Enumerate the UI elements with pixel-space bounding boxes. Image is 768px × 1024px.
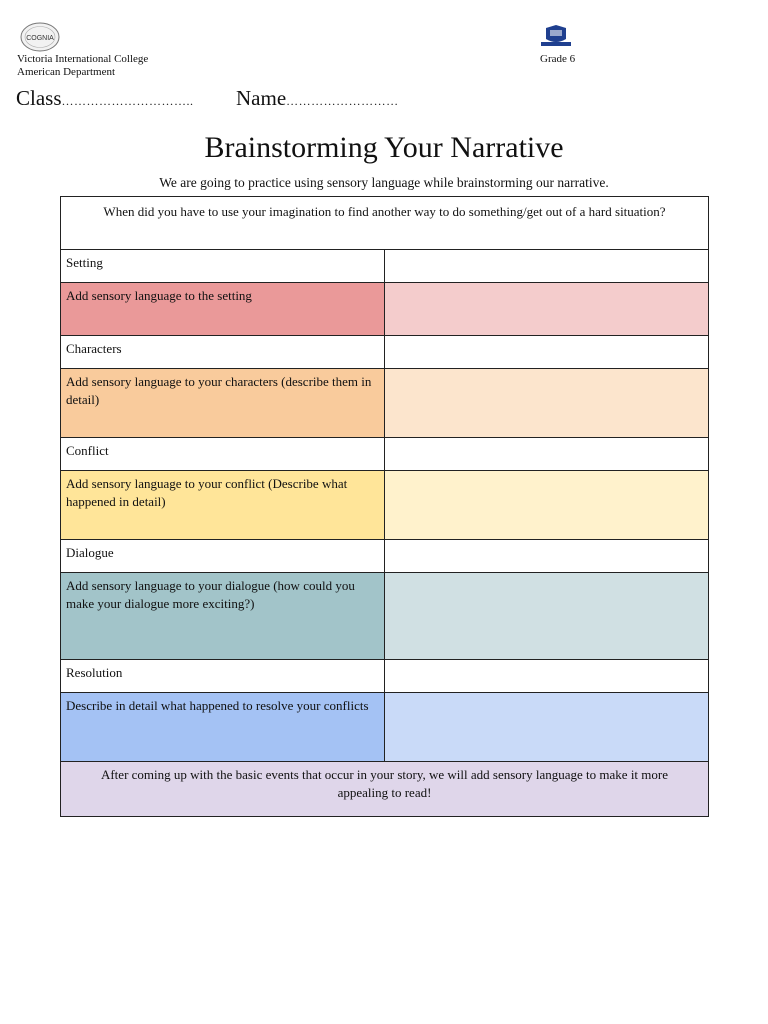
prompt-cell: When did you have to use your imagination to find another way to do something/get out of a hard situation? (61, 197, 709, 250)
footer-line-2: appealing to read! (337, 785, 432, 800)
row-label: Conflict (61, 438, 385, 471)
table-row (61, 369, 709, 438)
table-row (61, 660, 709, 693)
row-label: Characters (61, 336, 385, 369)
footer-row (61, 762, 709, 817)
footer-line-1: After coming up with the basic events that occur in your story, we will add sensory language to make it more (100, 767, 669, 782)
answer-cell[interactable] (385, 369, 709, 438)
table-row (61, 573, 709, 660)
answer-cell[interactable] (385, 471, 709, 540)
cognia-logo (20, 22, 60, 52)
table-row (61, 471, 709, 540)
table-row (61, 283, 709, 336)
answer-cell[interactable] (385, 250, 709, 283)
department-name: American Department (17, 66, 116, 78)
name-label: Name (236, 86, 287, 110)
answer-cell[interactable] (385, 336, 709, 369)
answer-cell[interactable] (385, 660, 709, 693)
answer-cell[interactable] (385, 573, 709, 660)
row-label: Add sensory language to the setting (61, 283, 385, 336)
page-title: Brainstorming Your Narrative (204, 131, 564, 164)
class-field[interactable] (16, 86, 194, 111)
school-info (17, 53, 148, 79)
table-row (61, 693, 709, 762)
name-field[interactable] (236, 86, 399, 111)
row-label: Add sensory language to your conflict (Describe what happened in detail) (61, 471, 385, 540)
answer-cell[interactable] (385, 693, 709, 762)
row-label: Dialogue (61, 540, 385, 573)
class-dots: ………………………….. (61, 94, 194, 108)
college-crest-logo (538, 24, 574, 48)
table-row (61, 250, 709, 283)
page-subtitle: We are going to practice using sensory language while brainstorming our narrative. (159, 175, 609, 190)
answer-cell[interactable] (385, 283, 709, 336)
footer-cell (61, 762, 709, 817)
brainstorm-table (60, 196, 709, 817)
grade-label: Grade 6 (540, 53, 576, 65)
name-dots: ……………………… (286, 94, 399, 108)
row-label: Add sensory language to your dialogue (how could you make your dialogue more exciting?) (61, 573, 385, 660)
school-name: Victoria International College (17, 53, 149, 65)
svg-text:COGNIA: COGNIA (26, 35, 54, 42)
prompt-row (61, 197, 709, 250)
class-label: Class (16, 86, 62, 110)
answer-cell[interactable] (385, 540, 709, 573)
table-row (61, 336, 709, 369)
answer-cell[interactable] (385, 438, 709, 471)
table-row (61, 540, 709, 573)
row-label: Add sensory language to your characters (describe them in detail) (61, 369, 385, 438)
row-label: Setting (61, 250, 385, 283)
table-row (61, 438, 709, 471)
row-label: Describe in detail what happened to resolve your conflicts (61, 693, 385, 762)
row-label: Resolution (61, 660, 385, 693)
